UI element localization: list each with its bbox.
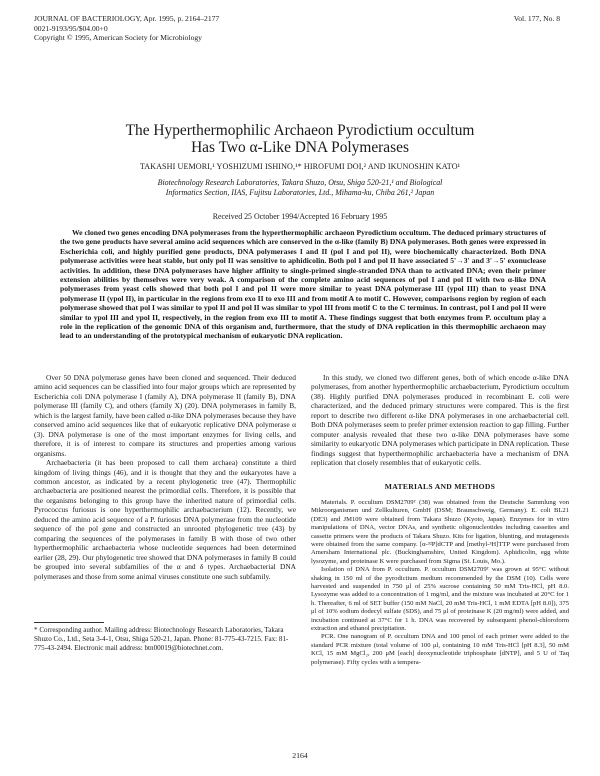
affiliation-line-1: Biotechnology Research Laboratories, Takara Shuzo, Otsu, Shiga 520-21,¹ and Biological [157, 178, 443, 187]
title-line-2: Has Two α-Like DNA Polymerases [191, 139, 409, 156]
journal-copyright: Copyright © 1995, American Society for Microbiology [34, 33, 202, 43]
methods-pcr: PCR. One nanogram of P. occultum DNA and 100 pmol of each primer were added to the standard PCR mixture (total volume of 100 μl, containing 10 mM Tris-HCl [pH 8.3], 50 mM KCl, 15 mM MgCl₂, 200 μM [each] deoxynucleotide triphosphate [dNTP], and 5 U of Taq polymerase). Fifty cycles with a tempera- [311, 633, 569, 666]
methods-materials: Materials. P. occultum DSM2709ᵀ (38) was obtained from the Deutsche Sammlung von Mikroorganismen und Zellkulturen, GmbH (DSM; Braunschweig, Germany). E. coli BL21 (DE3) and JM109 were obtained from Takara Shuzo (Kyoto, Japan). Enzymes for in vitro manipulations of DNA, vector DNAs, and synthetic oligonucleotides including cassettes and cassette primers were the products of Takara Shuzo. Kits for ligation, blunting, and mutagenesis were obtained from the same company. [α-³²P]dCTP and [methyl-³H]TTP were purchased from Amersham International plc. (Buckinghamshire, United Kingdom). Aphidicolin, egg white lysozyme, and proteinase K were purchased from Sigma (St. Louis, Mo.). [311, 498, 569, 565]
affiliation-line-2: Informatics Section, IIAS, Fujitsu Laboratories, Ltd., Mihama-ku, Chiba 261,² Japan [165, 188, 435, 197]
title-line-1: The Hyperthermophilic Archaeon Pyrodictium occultum [125, 122, 475, 139]
article-title [40, 122, 560, 156]
journal-issn: 0021-9193/95/$04.00+0 [34, 23, 108, 33]
methods-isolation: Isolation of DNA from P. occultum. P. occultum DSM2709ᵀ was grown at 95°C without shaking in 150 ml of the pyrodictium medium recommended by the DSM (10). Cells were harvested and suspended in 750 μl of 25% sucrose containing 50 mM Tris-HCl, pH 8.0. Lysozyme was added to a concentration of 1 mg/ml, and the mixture was incubated at 20°C for 1 h. Thereafter, 6 ml of SET buffer (150 mM NaCl, 20 mM Tris-HCl, 1 mM EDTA [pH 8.0]), 375 μl of 10% sodium dodecyl sulfate (SDS), and 75 μl of proteinase K (20 mg/ml) were added, and incubation continued at 37°C for 1 h. DNA was recovered by subsequent phenol-chloroform extraction and ethanol precipitation. [311, 566, 569, 633]
author-list: TAKASHI UEMORI,¹ YOSHIZUMI ISHINO,¹* HIROFUMI DOI,² AND IKUNOSHIN KATO¹ [139, 162, 461, 171]
intro-paragraph-3: In this study, we cloned two different genes, both of which encode α-like DNA polymerases, from another hyperthermophilic archaebacterium, Pyrodictium occultum (38). Highly purified DNA polymerases produced in recombinant E. coli were characterized, and the deduced primary structures were compared. This is the first report to describe two different α-like DNA polymerases in one archaebacterial cell. Both DNA polymerases seem to prefer primer extension reaction to gap filling. Further computer analysis revealed that these two α-like DNA polymerases have some similarity to eukaryotic DNA polymerases which participate in DNA replication. These findings suggest that hyperthermophilic archaebacteria have a mechanism of DNA replication that closely resembles that of eukaryotic cells. [311, 373, 569, 468]
journal-citation: JOURNAL OF BACTERIOLOGY, Apr. 1995, p. 2164–2177 [34, 14, 220, 23]
page-number: 2164 [292, 751, 308, 760]
abstract: We cloned two genes encoding DNA polymerases from the hyperthermophilic archaeon Pyrodictium occultum. The deduced primary structures of the two gene products have several amino acid sequences which are conserved in the α-like (family B) DNA polymerases. Both genes were expressed in Escherichia coli, and highly purified gene products, DNA polymerases I and II (pol I and pol II), were biochemically characterized. Both DNA polymerase activities were heat stable, but only pol II was sensitive to aphidicolin. Both pol I and pol II have associated 5'→3' and 3'→5' exonuclease activities. In addition, these DNA polymerases have higher affinity to single-primed single-stranded DNA than to activated DNA; even their primer extension abilities by themselves were very weak. A comparison of the complete amino acid sequences of pol I and pol II with two α-like DNA polymerases from yeast cells showed that both pol I and pol II were more similar to yeast DNA polymerase III (ypol III) than to yeast DNA polymerase II (ypol II), in particular in the regions from exo II to exo III and from motif A to motif C. However, comparisons region by region of each polymerase showed that pol I was similar to ypol II and pol II was similar to ypol III from motif C to the C terminus. In contrast, pol I and pol II were similar to ypol III and ypol II, respectively, in the region from exo III to motif A. These findings suggest that both enzymes from P. occultum play a role in the replication of the genomic DNA of this organism and, furthermore, that the study of DNA replication in this thermophilic archaeon may lead to an understanding of the prototypical mechanism of eukaryotic DNA replication. [60, 228, 546, 341]
corresponding-author-footnote: * Corresponding author. Mailing address: Biotechnology Research Laboratories, Takara Shuzo Co., Ltd., Seta 3-4-1, Otsu, Shiga 520-21, Japan. Phone: 81-775-43-7215. Fax: 81-775-43-2494. Electronic mail address: btn00019@biotechnet.com. [34, 626, 289, 653]
volume-number: Vol. 177, No. 8 [513, 14, 560, 23]
affiliations [90, 178, 510, 198]
methods-text [311, 499, 569, 667]
intro-paragraph-2: Archaebacteria (it has been proposed to call them archaea) constitute a third kingdom of living things (46), and it is thought that they and the eukaryotes have a common ancestor, as indicated by a recent phylogenetic tree (47). Thermophilic archaebacteria are positioned nearest the primordial cells. Therefore, it is possible that the organisms belonging to this group have the inherited nature of primordial cells. Pyrococcus furiosus is one hyperthermophilic archaebacterium (12). Recently, we deduced the amino acid sequence of a P. furiosus DNA polymerase from the nucleotide sequence of the pol gene and constructed an unrooted phylogenetic tree (43) by comparing the sequences of the polymerases in family B with those of two other hyperthermophilic archaebacteria whose nucleotide sequences had been determined earlier (28, 29). Our phylogenetic tree showed that DNA polymerases in family B could be grouped into several subfamilies of the α and δ types. Archaebacterial DNA polymerases and those from some animal viruses constitute one such subfamily. [34, 458, 296, 581]
footnote-divider [34, 622, 104, 623]
intro-paragraph-1: Over 50 DNA polymerase genes have been cloned and sequenced. Their deduced amino acid sequences can be classified into four major groups which are represented by Escherichia coli DNA polymerase I (family A), DNA polymerase II (family B), DNA polymerase III (family C), and others (family X) (20). DNA polymerases in family B, which is the largest family, have been called α-like DNA polymerases because they have conserved amino acid sequences like that of eukaryotic replicative DNA polymerase α (3). DNA polymerase is one of the most important enzymes for living cells, and therefore, it is of interest to compare its structures and properties among various organisms. [34, 373, 296, 458]
section-heading: MATERIALS AND METHODS [384, 481, 496, 491]
journal-header [34, 14, 219, 43]
left-column [34, 373, 296, 581]
right-column [311, 373, 569, 667]
received-date: Received 25 October 1994/Accepted 16 February 1995 [212, 212, 388, 221]
